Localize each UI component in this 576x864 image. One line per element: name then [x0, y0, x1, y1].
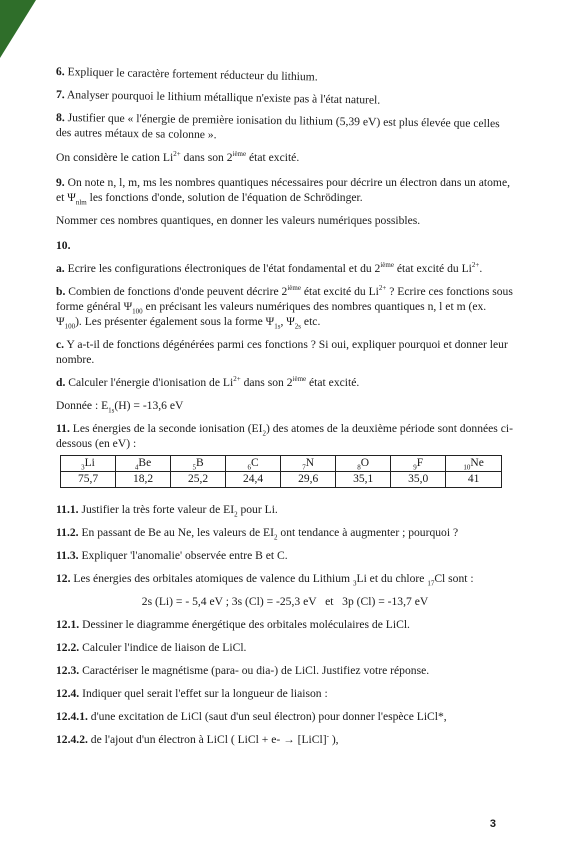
question-number: 10. [56, 239, 71, 252]
question-10 [56, 238, 514, 253]
page-corner-mark [0, 0, 36, 58]
question-8 [56, 110, 514, 146]
table-header-cell: $_5$B [171, 456, 226, 472]
table-header-cell: $_8$O [336, 456, 391, 472]
question-10a: a. Ecrire les configurations électroniques de l'état fondamental et du 2ième état excité du $Li^{2+}$. [56, 261, 483, 275]
table-cell: 75,7 [61, 472, 116, 488]
ionization-energy-table [60, 455, 502, 488]
table-cell: 41 [446, 472, 502, 488]
question-7 [56, 87, 514, 110]
question-12-4-2: 12.4.2. de l'ajout d'un électron à LiCl ( LiCl + e- → [LiCl]- ), [56, 732, 339, 746]
table-header-row [61, 456, 502, 472]
table-cell: 29,6 [281, 472, 336, 488]
question-11: 11. Les énergies de la seconde ionisation $(EI_2)$ des atomes de la deuxième période sont données ci-dessous (en eV) : [56, 422, 513, 450]
question-12: 12. Les énergies des orbitales atomiques de valence du Lithium $_3$Li et du chlore $_{17}$Cl sont : [56, 572, 474, 588]
table-row [61, 472, 502, 488]
question-number: 6. [55, 65, 65, 79]
table-header-cell: $_9$F [391, 456, 446, 472]
question-number: 8. [56, 111, 65, 125]
table-cell: 24,4 [226, 472, 281, 488]
question-10d: d. Calculer l'énergie d'ionisation de $Li^{2+}$ dans son 2ième état excité. [56, 375, 360, 389]
table-header-cell: $_{10}$Ne [446, 456, 502, 472]
question-9: 9. On note n, l, m, ms les nombres quantiques nécessaires pour décrire un électron dans un atome, et $\Psi_{nlm}$ les fonctions d'onde, solution de l'équation de Schrödinger. [56, 176, 510, 207]
question-10c: c. Y a-t-il de fonctions dégénérées parmi ces fonctions ? Si oui, expliquer pourquoi et donner leur nombre. [56, 338, 508, 366]
document-page [56, 64, 514, 755]
question-12-1: 12.1. Dessiner le diagramme énergétique des orbitales moléculaires de LiCl. [56, 618, 410, 631]
given-data: Donnée : $E_{1s}(H) = -13,6$ eV [56, 399, 184, 415]
question-10b: b. Combien de fonctions d'onde peuvent décrire 2ième état excité du $Li^{2+}$ ? Ecrire ces fonctions sous forme général $\Psi_{100}$ en précisant les valeurs numériques des nombres quantiques n, l et m (ex. $\Psi_{100}$). Les présenter également sous la forme $\Psi_{1s}$, $\Psi_{2s}$ etc. [56, 284, 513, 331]
li2-context: On considère le cation $Li^{2+}$ dans son 2ième état excité. [56, 150, 300, 164]
question-12-2: 12.2. Calculer l'indice de liaison de LiCl. [56, 641, 247, 654]
question-number: 11. [56, 422, 70, 435]
question-text: Analyser pourquoi le lithium métallique n'existe pas à l'état naturel. [66, 88, 381, 107]
question-11-2: 11.2. En passant de Be au Ne, les valeurs de $EI_2$ ont tendance à augmenter ; pourquoi ? [56, 526, 459, 542]
table-cell: 25,2 [171, 472, 226, 488]
table-header-cell: $_3$Li [61, 456, 116, 472]
table-cell: 35,0 [391, 472, 446, 488]
orbital-energies: 2s (Li) = - 5,4 eV ; 3s (Cl) = -25,3 eV et 3p (Cl) = -13,7 eV [141, 595, 429, 608]
question-number: 7. [55, 88, 65, 102]
question-text: Justifier que « l'énergie de première ionisation du lithium (5,39 eV) est plus élevée que celles des autres métaux de sa colonne ». [55, 111, 500, 142]
question-12-4: 12.4. Indiquer quel serait l'effet sur la longueur de liaison : [56, 687, 328, 700]
table-header-cell: $_7$N [281, 456, 336, 472]
table-header-cell: $_6$C [226, 456, 281, 472]
question-12-4-1: 12.4.1. d'une excitation de LiCl (saut d'un seul électron) pour donner l'espèce LiCl*, [56, 710, 447, 723]
table-cell: 18,2 [116, 472, 171, 488]
question-text: Expliquer le caractère fortement réducteur du lithium. [67, 65, 318, 84]
question-6 [56, 64, 514, 89]
question-number: 9. [56, 176, 65, 189]
table-cell: 35,1 [336, 472, 391, 488]
question-number: 12. [56, 572, 71, 585]
question-11-1: 11.1. Justifier la très forte valeur de $EI_2$ pour Li. [56, 503, 278, 519]
question-11-3: 11.3. Expliquer 'l'anomalie' observée entre B et C. [56, 549, 288, 562]
page-number: 3 [489, 818, 496, 830]
table-header-cell: $_4$Be [116, 456, 171, 472]
question-12-3: 12.3. Caractériser le magnétisme (para- ou dia-) de LiCl. Justifiez votre réponse. [56, 664, 430, 677]
question-9-task: Nommer ces nombres quantiques, en donner les valeurs numériques possibles. [56, 214, 421, 227]
